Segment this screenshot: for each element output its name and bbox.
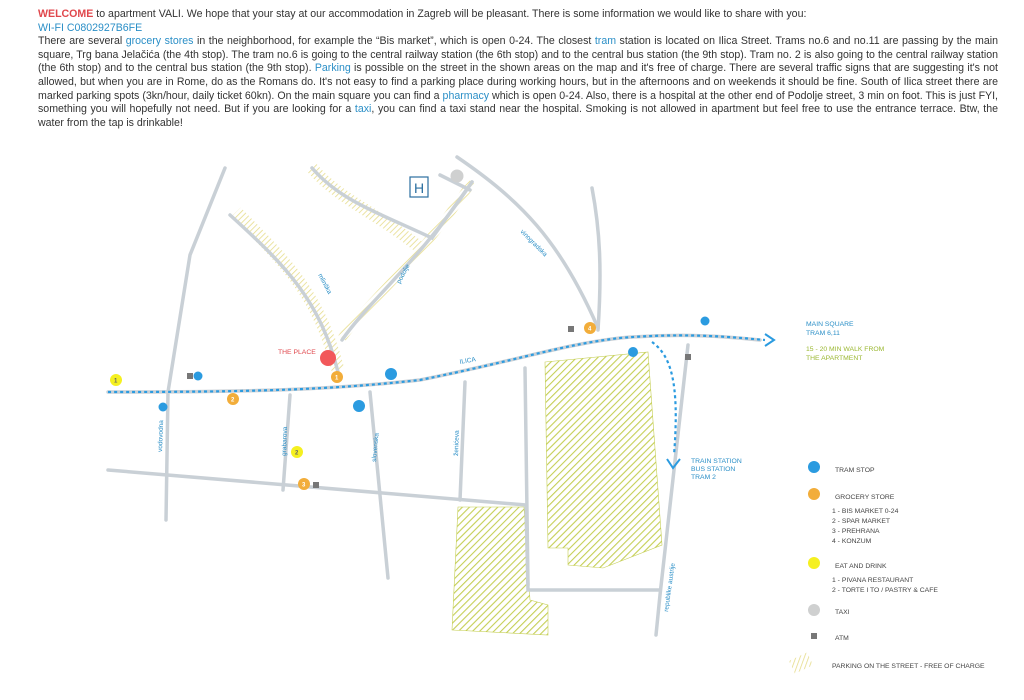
legend-atm-icon — [811, 633, 817, 639]
legend-parking-icon — [789, 652, 813, 673]
main-square-tram-label: TRAM 6,11 — [806, 330, 840, 337]
legend-eat-drink-icon — [808, 557, 820, 569]
tram-stop-icon — [628, 347, 638, 357]
street-label-slovenska: slovenska — [371, 432, 381, 463]
tram-line-to-station — [652, 342, 676, 455]
street-hospital — [457, 157, 598, 328]
eat-number: 1 — [114, 378, 118, 385]
street-label-podolje: podolje — [395, 263, 412, 285]
legend-grocery-item: 3 - PREHRANA — [832, 528, 880, 535]
atm-icon — [568, 326, 574, 332]
grocery-number: 1 — [335, 375, 339, 382]
bus-station-label: BUS STATION — [691, 466, 736, 473]
grocery-keyword: grocery stores — [125, 35, 194, 48]
grocery-number: 4 — [588, 326, 592, 333]
legend-taxi-label: TAXI — [835, 609, 850, 616]
intro-text-part: is possible on the street in the shown areas on the map and it's free of charge. There are several traffic signs that are suggesting it's not allowed, but when you are in Rome, do as the Romans do. It's not easy to find a parking place during working hours, but in the afternoons and on weekends it should be fine. South of Ilica street there are marked parking spots (3kn/hour, daily ticket 60kn). On the main square you can find a — [38, 62, 998, 102]
street-label-ilica: ILICA — [459, 356, 477, 366]
legend-grocery-item: 4 - KONZUM — [832, 538, 872, 545]
parking-keyword: Parking — [314, 62, 351, 75]
atm-icon — [685, 354, 691, 360]
intro-text-part: station is located on Ilica Street. Trams no.6 and no.11 are passing by the main square, Trg bana Jelačića (the 4th stop). The tram no.6 is going to the central railway station (the 6th stop) and to the central bus station (the 9th stop). Tram no. 2 is also going to the central railway station (the 6th stop) and to the central bus station (the 9th stop). — [38, 35, 998, 75]
intro-text-part: , you can find a taxi stand near the hospital. Smoking is not allowed in apartment but feel free to use the entrance terrace. Btw, the water from the tap is drinkable! — [38, 103, 998, 129]
walk-time-label: 15 - 20 MIN WALK FROM — [806, 346, 885, 353]
tram-stop-icon — [159, 403, 168, 412]
street-label-grabarova: grabarova — [281, 426, 290, 457]
street-label-republike: republike austrije — [663, 562, 677, 613]
legend-tram-stop-label: TRAM STOP — [835, 467, 875, 474]
intro-text-part: which is open 0-24. Also, there is a hospital at the other end of Podolje street, 3 min on foot. This is just FYI, something you will hopefully not need. But if you are looking for a — [38, 89, 998, 116]
street-label-vodovodna: vodovodna — [157, 420, 166, 453]
atm-icon — [187, 373, 193, 379]
tram-keyword: tram — [594, 35, 617, 48]
tram-line-ilica — [108, 335, 765, 392]
walk-time-label-2: THE APARTMENT — [806, 355, 863, 362]
street-vinogradska — [592, 188, 600, 330]
tram-stop-icon — [353, 400, 365, 412]
legend-parking-label: PARKING ON THE STREET - FREE OF CHARGE — [832, 663, 985, 670]
taxi-keyword: taxi — [354, 103, 372, 116]
hospital-letter: H — [414, 180, 425, 196]
tram-stop-icon — [385, 368, 397, 380]
intro-text-part: in the neighborhood, for example the “Bis market”, which is open 0-24. The closest — [193, 35, 595, 48]
wifi-info: WI-FI C0802927B6FE — [38, 21, 143, 34]
legend-eat-drink-label: EAT AND DRINK — [835, 563, 887, 570]
parking-area-east — [545, 352, 662, 568]
street-slovenska — [370, 392, 388, 578]
grocery-number: 3 — [302, 482, 306, 489]
atm-icon — [313, 482, 319, 488]
intro-text-part: There are several — [38, 35, 126, 48]
taxi-stand-icon — [451, 170, 464, 183]
street-zeniceva — [460, 382, 465, 500]
legend-atm-label: ATM — [835, 635, 849, 642]
main-square-arrow-icon — [765, 334, 774, 346]
intro-line-1: to apartment VALI. We hope that your stay at our accommodation in Zagreb will be pleasant. There is some information we would like to share with you: — [93, 8, 807, 20]
tram-stop-icon — [701, 317, 710, 326]
eat-drink-markers — [110, 374, 303, 458]
street-label-mlinska: mlinška — [316, 272, 333, 296]
parking-area-south — [452, 507, 548, 635]
street-ilica — [108, 335, 760, 392]
grocery-markers — [227, 322, 596, 490]
legend-taxi-icon — [808, 604, 820, 616]
map-legend — [789, 461, 985, 674]
street-label-vinogradska: vinogradska — [518, 228, 549, 259]
legend-grocery-icon — [808, 488, 820, 500]
eat-number: 2 — [295, 450, 299, 457]
legend-grocery-item: 1 - BIS MARKET 0-24 — [832, 508, 899, 515]
train-station-label: TRAIN STATION — [691, 458, 742, 465]
legend-tram-stop-icon — [808, 461, 820, 473]
grocery-number: 2 — [231, 397, 235, 404]
legend-grocery-label: GROCERY STORE — [835, 494, 895, 501]
the-place-marker — [320, 350, 336, 366]
the-place-label: THE PLACE — [278, 349, 316, 356]
legend-grocery-item: 2 - SPAR MARKET — [832, 518, 891, 525]
tram-2-label: TRAM 2 — [691, 474, 716, 481]
street-label-zeniceva: ženićeva — [453, 430, 461, 457]
street-west-diagonal — [166, 168, 225, 520]
tram-stop-icon — [194, 372, 203, 381]
legend-eat-item: 2 - TORTE I TO / PASTRY & CAFE — [832, 587, 938, 594]
main-square-label: MAIN SQUARE — [806, 321, 854, 328]
welcome-heading: WELCOME — [38, 8, 94, 20]
legend-eat-item: 1 - PIVANA RESTAURANT — [832, 577, 914, 584]
pharmacy-keyword: pharmacy — [442, 89, 490, 102]
